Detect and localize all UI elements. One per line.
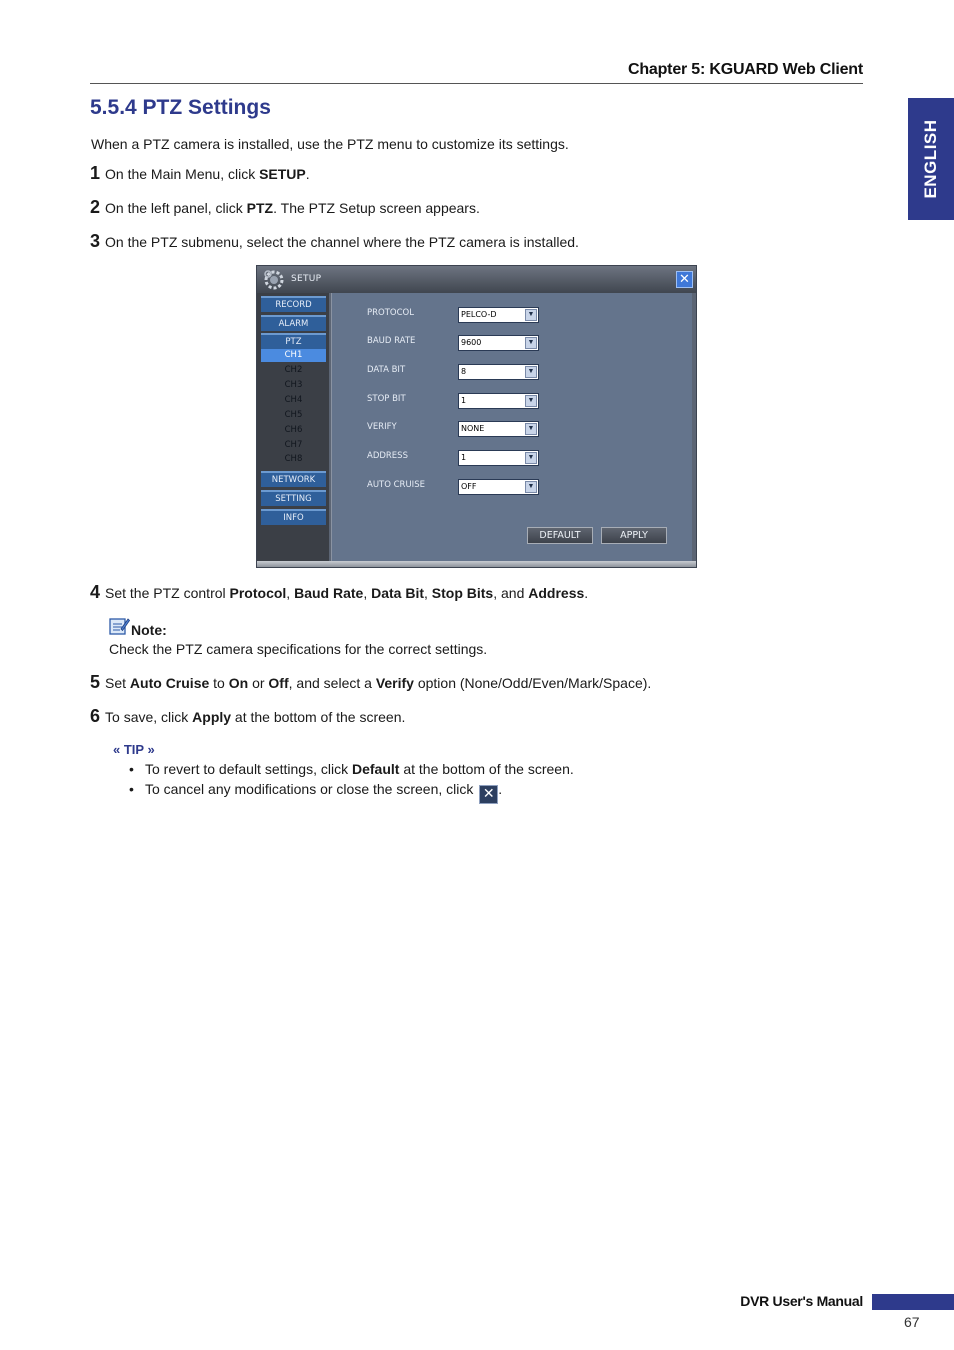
baud-rate-select[interactable]: 9600 ▼	[458, 335, 539, 351]
close-icon[interactable]: ✕	[676, 271, 693, 288]
header-divider	[90, 83, 863, 84]
gear-icon	[261, 268, 287, 292]
note-text: Check the PTZ camera specifications for the correct settings.	[109, 641, 488, 657]
language-tab	[908, 98, 954, 220]
stop-bit-select[interactable]: 1 ▼	[458, 393, 539, 409]
channel-item-ch4[interactable]: CH4	[284, 395, 303, 405]
channel-item-ch7[interactable]: CH7	[284, 440, 303, 450]
verify-select[interactable]: NONE ▼	[458, 421, 539, 437]
data-bit-select[interactable]: 8 ▼	[458, 364, 539, 380]
chevron-down-icon: ▼	[525, 395, 537, 407]
ptz-settings-panel	[331, 293, 692, 561]
chevron-down-icon: ▼	[525, 337, 537, 349]
protocol-label: PROTOCOL	[367, 308, 414, 318]
note-label: Note:	[131, 622, 167, 638]
chevron-down-icon: ▼	[525, 366, 537, 378]
step-number: 1	[90, 163, 101, 183]
footer-manual-title: DVR User's Manual	[740, 1293, 863, 1309]
setup-title: SETUP	[291, 274, 322, 284]
stop-bit-label: STOP BIT	[367, 394, 406, 404]
step-6: 6 To save, click Apply at the bottom of the screen.	[90, 706, 406, 726]
protocol-select[interactable]: PELCO-D ▼	[458, 307, 539, 323]
channel-item-ch5[interactable]: CH5	[284, 410, 303, 420]
chevron-down-icon: ▼	[525, 309, 537, 321]
tip-label: « TIP »	[113, 742, 155, 757]
setup-sidebar	[257, 293, 329, 561]
language-tab-label: ENGLISH	[921, 119, 940, 199]
ptz-setup-screenshot	[256, 265, 697, 568]
setup-bottom-bar	[257, 561, 696, 567]
tip-bullet-default: • To revert to default settings, click Default at the bottom of the screen.	[129, 761, 574, 777]
chevron-down-icon: ▼	[525, 452, 537, 464]
step-3: 3 On the PTZ submenu, select the channel where the PTZ camera is installed.	[90, 231, 579, 251]
chevron-down-icon: ▼	[525, 423, 537, 435]
apply-button[interactable]: APPLY	[601, 527, 667, 544]
step-number: 4	[90, 582, 101, 602]
step-number: 5	[90, 672, 101, 692]
chapter-header: Chapter 5: KGUARD Web Client	[627, 61, 863, 78]
chevron-down-icon: ▼	[525, 481, 537, 493]
menu-record-button[interactable]: RECORD	[261, 296, 326, 312]
step-1: 1 On the Main Menu, click SETUP.	[90, 163, 310, 183]
footer-accent-bar	[872, 1294, 954, 1310]
channel-item-ch8[interactable]: CH8	[284, 454, 303, 464]
default-button[interactable]: DEFAULT	[527, 527, 593, 544]
menu-alarm-button[interactable]: ALARM	[261, 315, 326, 331]
address-select[interactable]: 1 ▼	[458, 450, 539, 466]
step-number: 6	[90, 706, 101, 726]
verify-label: VERIFY	[367, 422, 397, 432]
step-number: 2	[90, 197, 101, 217]
channel-item-ch1[interactable]: CH1	[261, 349, 326, 362]
page-number: 67	[904, 1314, 920, 1330]
note-icon	[108, 616, 130, 636]
step-number: 3	[90, 231, 101, 251]
channel-item-ch2[interactable]: CH2	[284, 365, 303, 375]
step-5: 5 Set Auto Cruise to On or Off, and select a Verify option (None/Odd/Even/Mark/Space).	[90, 672, 652, 692]
baud-rate-label: BAUD RATE	[367, 336, 416, 346]
setup-titlebar	[257, 266, 696, 293]
channel-item-ch6[interactable]: CH6	[284, 425, 303, 435]
auto-cruise-label: AUTO CRUISE	[367, 480, 425, 490]
data-bit-label: DATA BIT	[367, 365, 406, 375]
auto-cruise-select[interactable]: OFF ▼	[458, 479, 539, 495]
channel-item-ch3[interactable]: CH3	[284, 380, 303, 390]
tip-bullet-close: • To cancel any modifications or close the screen, click ✕ .	[129, 781, 503, 802]
step-2: 2 On the left panel, click PTZ. The PTZ Setup screen appears.	[90, 197, 480, 217]
section-title: 5.5.4 PTZ Settings	[90, 96, 271, 119]
menu-info-button[interactable]: INFO	[261, 509, 326, 525]
menu-setting-button[interactable]: SETTING	[261, 490, 326, 506]
address-label: ADDRESS	[367, 451, 408, 461]
step-4: 4 Set the PTZ control Protocol, Baud Rate, Data Bit, Stop Bits, and Address.	[90, 582, 589, 602]
menu-ptz-button[interactable]: PTZ	[261, 333, 326, 349]
menu-network-button[interactable]: NETWORK	[261, 471, 326, 487]
close-icon: ✕	[479, 785, 498, 804]
intro-text: When a PTZ camera is installed, use the PTZ menu to customize its settings.	[91, 136, 569, 152]
